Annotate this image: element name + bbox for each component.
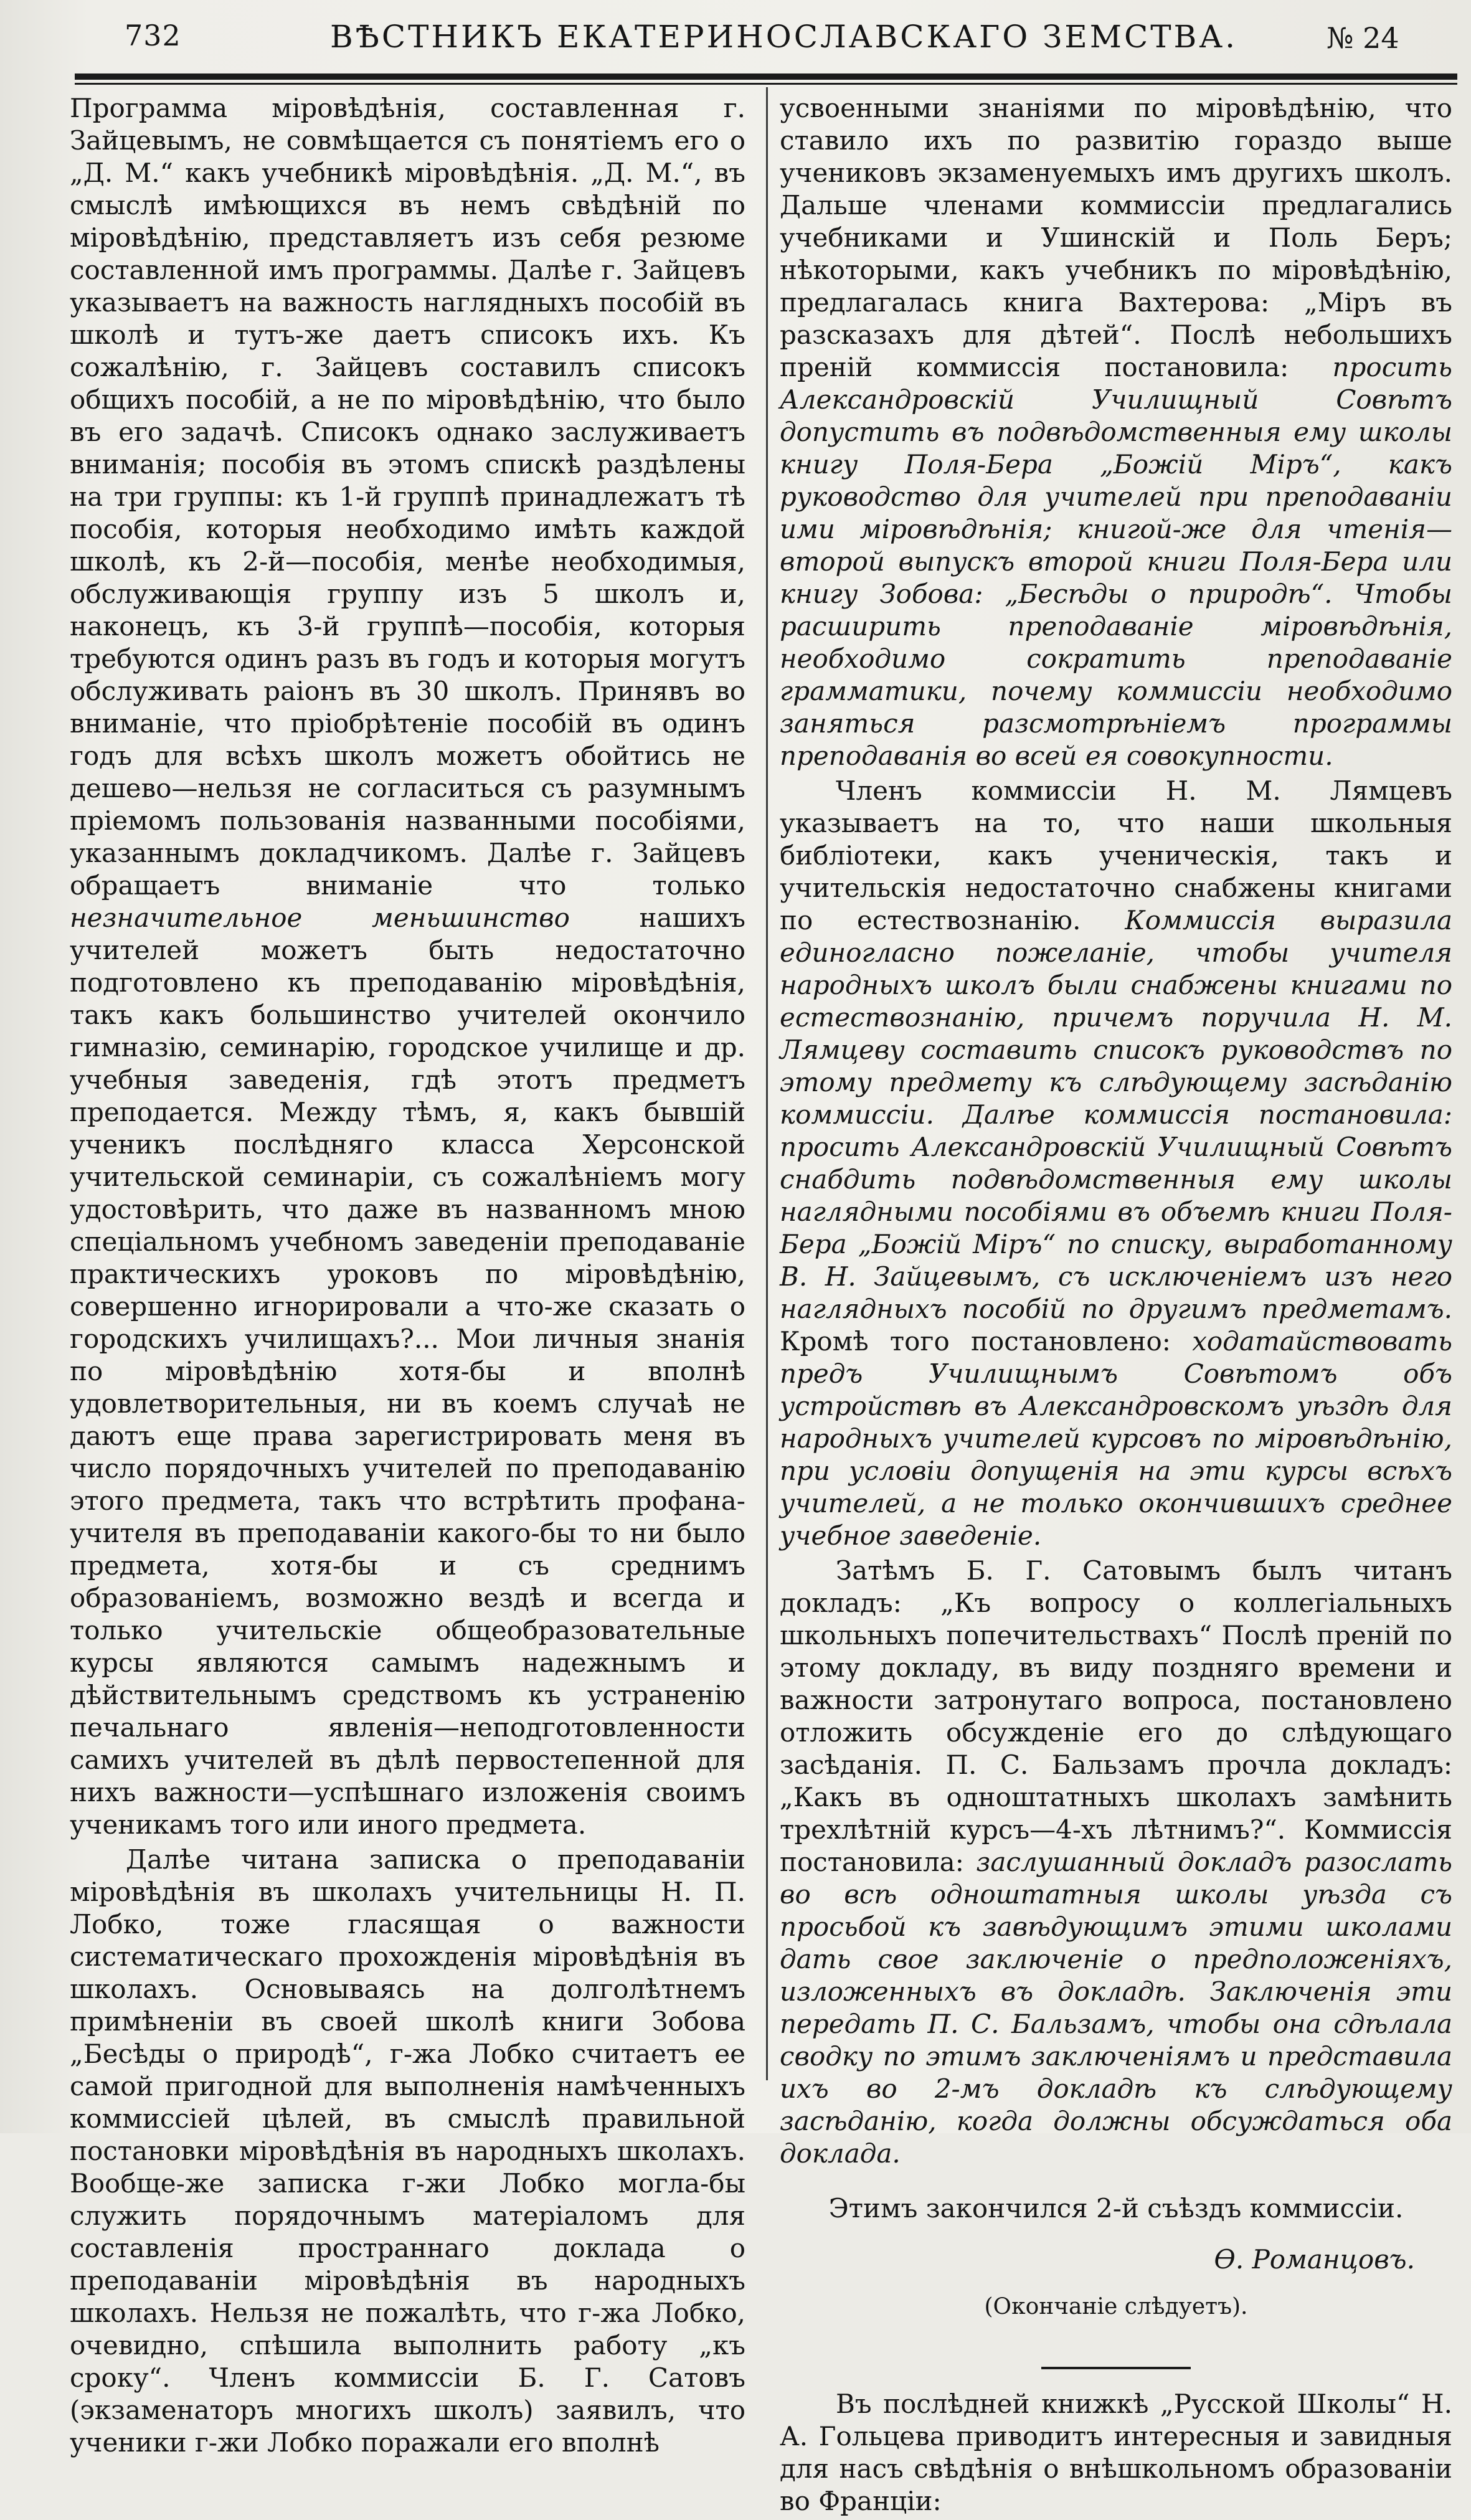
right-p1-text: усвоенными знаніями по міровѣдѣнію, что ставило ихъ по развитію гораздо выше учениковъ экзаменуемыхъ имъ другихъ школъ. Дальше членами коммиссіи предлагались учебниками и Ушинскій и Поль Беръ; нѣкоторыми, какъ учебникъ по міровѣдѣнію, предлагалась книга Вахтерова: „Міръ въ разсказахъ для дѣтей“. Послѣ небольшихъ преній коммиссія постановила:	[780, 93, 1452, 382]
page-number: 732	[125, 19, 181, 52]
column-divider	[766, 87, 768, 2080]
header-rule-thin	[75, 83, 1457, 85]
right-paragraph-1	[780, 92, 1452, 772]
right-p2-text: Членъ коммиссіи Н. М. Лямцевъ указываетъ на то, что наши школьныя библіотеки, какъ ученическія, такъ и учительскія недостаточно снабжены книгами по естествознанію.	[780, 775, 1452, 936]
header-rule	[75, 73, 1457, 80]
right-p2-tail: Кромѣ того постановлено:	[780, 1326, 1171, 1357]
issue-number: № 24	[1327, 21, 1399, 55]
right-p2-italic: Коммиссія выразила единогласно пожеланіе, чтобы учителя народныхъ школъ были снабжены книгами по естествознанію, причемъ поручила Н. М. Лямцеву составить списокъ руководствъ по этому предмету къ слѣдующему засѣданію коммиссіи. Далѣе коммиссія постановила: просить Александровскій Училищный Совѣтъ снабдить подвѣдомственныя ему школы наглядными пособіями въ объемѣ книги Поля-Бера „Божій Міръ“ по списку, выработанному В. Н. Зайцевымъ, съ исключеніемъ изъ него наглядныхъ пособій по другимъ предметамъ.	[780, 905, 1452, 1324]
section-divider-rule	[1041, 2367, 1191, 2369]
left-p1-tail: нашихъ учителей можетъ быть недостаточно подготовлено къ преподаванію міровѣдѣнія, такъ какъ большинство учителей окончило гимназію, семинарію, городское училище и др. учебныя заведенія, гдѣ этотъ предметъ преподается. Между тѣмъ, я, какъ бывшій ученикъ послѣдняго класса Херсонской учительской семинаріи, съ сожалѣніемъ могу удостовѣрить, что даже въ названномъ мною спеціальномъ учебномъ заведеніи преподаваніе практическихъ уроковъ по міровѣдѣнію, совершенно игнорировали а что-же сказать о городскихъ училищахъ?... Мои личныя знанія по міровѣдѣнію хотя-бы и вполнѣ удовлетворительныя, ни въ коемъ случаѣ не даютъ еще права зарегистрировать меня въ число порядочныхъ учителей по преподаванію этого предмета, такъ что встрѣтить профана-учителя въ преподаваніи какого-бы то ни было предмета, хотя-бы и съ среднимъ образованіемъ, возможно вездѣ и всегда и только учительскіе общеобразовательные курсы являются самымъ надежнымъ и дѣйствительнымъ средствомъ къ устраненію печальнаго явленія—неподготовленности самихъ учителей въ дѣлѣ первостепенной для нихъ важности—успѣшнаго изложенія своимъ ученикамъ того или иного предмета.	[70, 902, 745, 1840]
left-p1-italic: незначительное меньшинство	[70, 902, 570, 933]
right-paragraph-4	[780, 2388, 1452, 2518]
page-header	[75, 14, 1420, 70]
right-p4-text: Въ послѣдней книжкѣ „Русской Школы“ Н. А. Гольцева приводитъ интересныя и завидныя для насъ свѣдѣнія о внѣшкольномъ образованіи во Франціи:	[780, 2389, 1452, 2516]
left-p1-text: Программа міровѣдѣнія, составленная г. Зайцевымъ, не совмѣщается съ понятіемъ его о „Д. М.“ какъ учебникѣ міровѣдѣнія. „Д. М.“, въ смыслѣ имѣющихся въ немъ свѣдѣній по міровѣдѣнію, представляетъ изъ себя резюме составленной имъ программы. Далѣе г. Зайцевъ указываетъ на важность наглядныхъ пособій въ школѣ и тутъ-же даетъ списокъ ихъ. Къ сожалѣнію, г. Зайцевъ составилъ списокъ общихъ пособій, а не по міровѣдѣнію, что было въ его задачѣ. Списокъ однако заслуживаетъ вниманія; пособія въ этомъ спискѣ раздѣлены на три группы: къ 1-й группѣ принадлежатъ тѣ пособія, которыя необходимо имѣть каждой школѣ, къ 2-й—пособія, менѣе необходимыя, обслуживающія группу изъ 5 школъ и, наконецъ, къ 3-й группѣ—пособія, которыя требуются одинъ разъ въ годъ и которыя могутъ обслуживать раіонъ въ 30 школъ. Принявъ во вниманіе, что пріобрѣтеніе пособій въ одинъ годъ для всѣхъ школъ можетъ обойтись не дешево—нельзя не согласиться съ разумнымъ пріемомъ пользованія названными пособіями, указаннымъ докладчикомъ. Далѣе г. Зайцевъ обращаетъ вниманіе что только	[70, 93, 745, 901]
left-p2-text: Далѣе читана записка о преподаваніи міровѣдѣнія въ школахъ учительницы Н. П. Лобко, тоже гласящая о важности систематическаго прохожденія міровѣдѣнія въ школахъ. Основываясь на долголѣтнемъ примѣненіи въ своей школѣ книги Зобова „Бесѣды о природѣ“, г-жа Лобко считаетъ ее самой пригодной для выполненія намѣченныхъ коммиссіей цѣлей, въ смыслѣ правильной постановки міровѣдѣнія въ народныхъ школахъ. Вообще-же записка г-жи Лобко могла-бы служить порядочнымъ матеріаломъ для составленія пространнаго доклада о преподаваніи міровѣдѣнія въ народныхъ школахъ. Нельзя не пожалѣть, что г-жа Лобко, очевидно, спѣшила выполнить работу „къ сроку“. Членъ коммиссіи Б. Г. Сатовъ (экзаменаторъ многихъ школъ) заявилъ, что ученики г-жи Лобко поражали его вполнѣ	[70, 1844, 745, 2458]
to-be-continued-note: (Окончаніе слѣдуетъ).	[984, 2294, 1248, 2319]
right-paragraph-2	[780, 775, 1452, 1552]
right-p2-tail-italic: ходатайствовать предъ Училищнымъ Совѣтомъ объ устройствѣ въ Александровскомъ уѣздѣ для народныхъ учителей курсовъ по міровѣдѣнію, при условіи допущенія на эти курсы всѣхъ учителей, а не только окончившихъ среднее учебное заведеніе.	[780, 1326, 1452, 1551]
left-paragraph-1	[70, 92, 745, 1841]
left-column	[70, 92, 745, 2461]
right-p3-italic: заслушанный докладъ разослать во всѣ одноштатныя школы уѣзда съ просьбой къ завѣдующимъ этими школами дать свое заключеніе о предположеніяхъ, изложенныхъ въ докладѣ. Заключенія эти передать П. С. Бальзамъ, чтобы она сдѣлала сводку по этимъ заключеніямъ и представила ихъ во 2-мъ докладѣ къ слѣдующему засѣданію, когда должны обсуждаться оба доклада.	[780, 1847, 1452, 2169]
author-signature: Ѳ. Романцовъ.	[1214, 2244, 1415, 2275]
left-paragraph-2	[70, 1844, 745, 2459]
right-p3-text: Затѣмъ Б. Г. Сатовымъ былъ читанъ докладъ: „Къ вопросу о коллегіальныхъ школьныхъ попечительствахъ“ Послѣ преній по этому докладу, въ виду поздняго времени и важности затронутаго вопроса, постановлено отложить обсужденіе его до слѣдующаго засѣданія. П. С. Бальзамъ прочла докладъ: „Какъ въ одноштатныхъ школахъ замѣнить трехлѣтній курсъ—4-хъ лѣтнимъ?“. Коммиссія постановила:	[780, 1555, 1452, 1877]
closing-line: Этимъ закончился 2-й съѣздъ коммиссіи.	[828, 2193, 1404, 2224]
running-title: ВѢСТНИКЪ ЕКАТЕРИНОСЛАВСКАГО ЗЕМСТВА.	[330, 19, 1238, 55]
right-column	[780, 92, 1452, 2520]
right-paragraph-3	[780, 1555, 1452, 2170]
right-p1-italic: просить Александровскій Училищный Совѣтъ допустить въ подвѣдомственныя ему школы книгу Поля-Бера „Божій Міръ“, какъ руководство для учителей при преподаваніи ими міровѣдѣнія; книгой-же для чтенія—второй выпускъ второй книги Поля-Бера или книгу Зобова: „Бесѣды о природѣ“. Чтобы расширить преподаваніе міровѣдѣнія, необходимо сократить преподаваніе грамматики, почему коммиссіи необходимо заняться разсмотрѣніемъ программы преподаванія во всей ея совокупности.	[780, 352, 1452, 771]
